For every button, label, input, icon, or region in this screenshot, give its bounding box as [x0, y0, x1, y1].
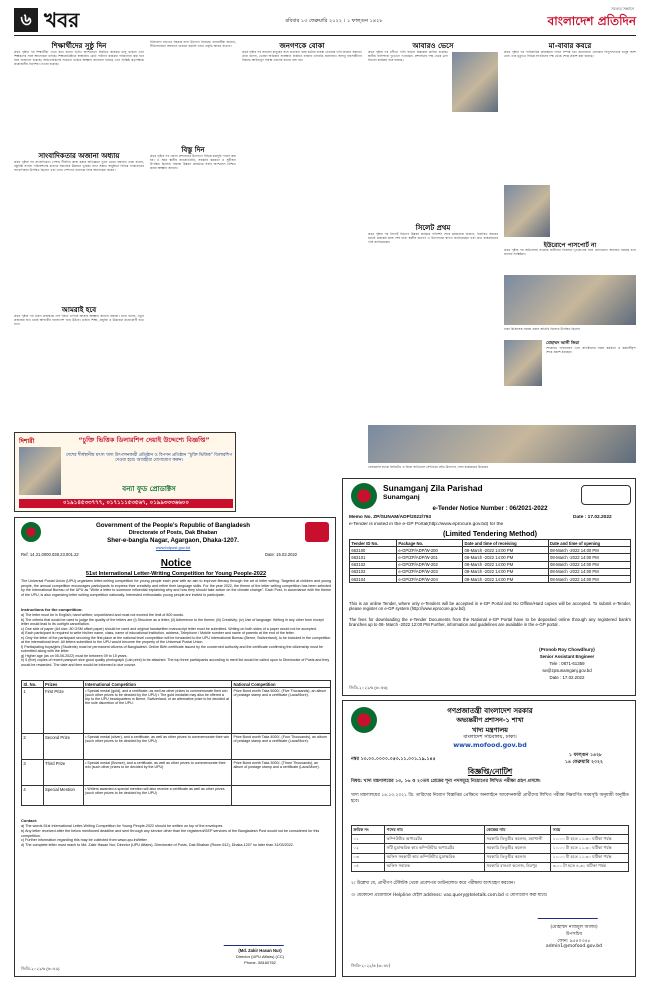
side-notice-body: শোকাহত পরিবারবর্গ এবং প্রতিষ্ঠানের সকল কর্মকর্তা ও কর্মচারীবৃন্দ শোক প্রকাশ করছেন।	[546, 346, 636, 355]
instruction-item: e) Only the letter of the participant securing the first place at the national level competition will be forwarded to the UPU International Bureau (Berne, Switzerland), to be included in the competition at the international level. All letters submitted to the UPU would become the property of the Universal Postal Union.	[21, 635, 331, 644]
tender-notice	[342, 478, 636, 696]
prize-cell: • Writers awarded a special mention will also receive a certificate as well as other prizes (such other prizes to be decided by the UPU)	[83, 786, 231, 806]
instruction-item: h) 5 (five) copies of recent passport size good quality photograph (Lab print) to be attached. The top three participants according to merit list would be called upon to Directorate of Posts and they would be rewarded. The date and time would be informed in due course.	[21, 658, 330, 667]
food-date-en: ১৪ ফেব্রুয়ারি ২০২২	[565, 760, 604, 765]
news-photo-2-caption: বেসরকারি ব্যাংক লিমিটেড ও হিরো সার্ভিসেস সেন্টারের যৌথ উদ্যোগে সেবা কার্যক্রমের উদ্বোধন	[368, 465, 489, 469]
food-ministry: খাদ্য মন্ত্রণালয়	[472, 726, 508, 734]
article-col2-top: বিনিয়োগ বাড়াতে সরকার নানা উদ্যোগ নিয়েছে। ব্যবসায়ীরা জানান, নীতিসহায়তা অব্যাহত থাকলে রপ্তানি খাতে প্রবৃদ্ধি আরও বাড়বে।	[150, 40, 236, 49]
food-cell: ০২	[352, 844, 385, 853]
food-cell: সাঁট মুদ্রাক্ষরিক কাম কম্পিউটার অপারেটর	[385, 844, 485, 853]
prize-cell: Prize Bond worth Taka 3000/- (Three Thousands), an album of postage stamp and a certificate (Laos/More).	[232, 760, 331, 786]
food-phone: ফোন: ৯৫৪০৩৫৮	[557, 939, 591, 944]
column-4	[368, 40, 498, 220]
food-addr: বাংলাদেশ সচিবালয়, ঢাকা।	[463, 734, 517, 740]
article-col5-body: প্রথম পৃষ্ঠার পর পারিবারিক কবরস্থানে দাফন সম্পন্ন হয়। জানাজায় এলাকার বিপুলসংখ্যক মানুষ অংশ নেন। তার মৃত্যুতে বিভিন্ন সংগঠনের পক্ষ থেকে শোক প্রকাশ করা হয়েছে।	[504, 50, 636, 59]
side-notice-name: মোহাম্মদ আলী জিয়া	[546, 340, 580, 345]
tender-cell: 08-March -2022 14:00 PM	[463, 561, 549, 568]
tender-cell: 663101	[350, 554, 397, 561]
food-cell: অফিস সহায়ক	[385, 862, 485, 871]
tender-cell: 663102	[350, 561, 397, 568]
ad-body: দেশের শীর্ষস্থানীয় মৎস্য খাদ্য উৎপাদনকারী প্রতিষ্ঠান ও বিপণন প্রতিষ্ঠান “চুক্তি ভিত্তিক” ডিলারশিপ দেওয়া হবে। আগ্রহীরা যোগাযোগ করুন।	[65, 453, 233, 464]
food-web[interactable]: www.mofood.gov.bd	[453, 741, 527, 749]
food-row	[352, 835, 629, 844]
tender-row	[350, 568, 631, 575]
food-signer: (মোহাম্মদ নাজমুল আলম)	[550, 925, 598, 930]
contact-item: c) Further information regarding this may be collected from www.upu.int/letter	[21, 838, 147, 843]
food-dept: অভ্যন্তরীণ প্রশাসন-১ শাখা	[456, 716, 524, 724]
post-addr: Sher-e-bangla Nagar, Agargaon, Dhaka-1207.	[107, 537, 239, 544]
article-col3-body: প্রথম পৃষ্ঠার পর সাধারণ মানুষের সঙ্গে প্রতারণা বন্ধে কঠোর ব্যবস্থা নেওয়ার দাবি জানান বক্তারা। তারা বলেন, ভোক্তা অধিকার সংরক্ষণে নিয়মিত বাজার তদারকি প্রয়োজন। অসাধু ব্যবসায়ীদের বিরুদ্ধে আইনানুগ ব্যবস্থা গ্রহণের কথাও বলা হয়।	[242, 50, 362, 63]
headline-col3: জনগণকে বোকা	[279, 42, 325, 50]
tender-org: Sunamganj Zila Parishad	[383, 483, 483, 493]
prize-cell: Prize Bond worth Taka 4000/- (Four Thousands), an album of postage stamp and a certificate (Laos/More).	[232, 734, 331, 760]
prize-cell: First Prize	[43, 688, 83, 734]
tender-table	[349, 539, 631, 583]
post-signer-title: Director (UPU Affairs) (CC)	[236, 954, 284, 959]
prize-table-wrap	[21, 680, 331, 806]
post-date: Date: 15.02.2022	[265, 552, 298, 557]
article-1-body: প্রথম পৃষ্ঠার পর শিক্ষার্থীরা এখন কথা বলেন তিনি। অংশগ্রহণে নিয়মিত কার্যক্রম চালু থাকবে এবং শিক্ষকদের সঙ্গে আলোচনা চলছে। শিক্ষাপ্রতিষ্ঠানে স্বাস্থ্যবিধি মেনে পাঠদান কার্যক্রম পরিচালনা করা হবে বলে জানানো হয়েছে। অভিভাবকদের সচেতন থাকার আহ্বান জানানো হয়েছে এবং সংশ্লিষ্ট কর্তৃপক্ষকে প্রয়োজনীয় নির্দেশনা দেওয়া হয়েছে।	[14, 50, 144, 67]
article-3-body: প্রথম পৃষ্ঠার পর তরুণ প্রজন্মকে দেশ গঠনে এগিয়ে আসার আহ্বান জানান বক্তারা। তারা বলেন, নতুন প্রজন্মের হাত ধরেই আগামীর বাংলাদেশ গড়ে উঠবে। এজন্য শিক্ষা, প্রযুক্তি ও উদ্ভাবনে মনোযোগী হতে হবে।	[14, 314, 144, 327]
header-rule	[14, 35, 636, 36]
food-cell: সরকারি বাঙলা কলেজ, মিরপুর	[484, 862, 550, 871]
tender-col: Tender ID No.	[350, 540, 397, 547]
prize-cell: 2	[22, 734, 44, 760]
article-sylhet-body: প্রথম পৃষ্ঠার পর সিলেট বিভাগে উন্নয়ন কার্যক্রম পরিদর্শন শেষে কর্মকর্তারা জানান, নির্ধারিত সময়ের মধ্যেই প্রকল্পের কাজ শেষ হবে। স্থানীয় জনগণ এ উদ্যোগকে স্বাগত জানিয়েছেন এবং দ্রুত বাস্তবায়নের দাবি জানিয়েছেন।	[368, 232, 498, 245]
prize-row	[22, 688, 331, 734]
prize-header-row	[22, 681, 331, 688]
prize-cell: Prize Bond worth Taka 5000/- (Five Thousands), an album of postage stamp and a certificate (Laos/More).	[232, 688, 331, 734]
food-header-row	[352, 826, 629, 835]
post-code: জিডি-২০২২/৬ (৬০৪৯)	[21, 966, 60, 971]
tender-cell: e-GP/ZP/ADP/W-203	[396, 568, 462, 575]
food-cell: সরকারি তিতুমীর কলেজ	[484, 853, 550, 862]
prize-cell: Second Prize	[43, 734, 83, 760]
tender-tel: Tele : 0871-61359	[549, 661, 585, 666]
instruction-item: d) Each participant is required to write his/her name, class, name of educational institution, address, Telephone / Mobile number and name of parents at the end of the letter.	[21, 631, 295, 635]
masthead: বাংলাদেশ প্রতিদিন	[547, 14, 636, 28]
article-col2-body: প্রথম পৃষ্ঠার পর জেলা প্রশাসনের উদ্যোগে বিভিন্ন কর্মসূচি পালন করা হয়। এ সময় স্থানীয় জনপ্রতিনিধি, সরকারি কর্মকর্তা ও সুধীজন উপস্থিত ছিলেন। বক্তারা উন্নয়ন কার্যক্রমে সবার অংশগ্রহণ নিশ্চিত করার আহ্বান জানান।	[150, 154, 236, 171]
food-col: পদের নাম	[385, 826, 485, 835]
prize-row	[22, 760, 331, 786]
prize-col-prizes: Prizes	[43, 681, 83, 688]
ad-top-label: দিশারী	[19, 438, 35, 445]
ad-headline: “চুক্তি ভিত্তিক ডিলারশিপ দেয়াই উদ্দেশ্যে বিজ্ঞপ্তি”	[78, 436, 210, 444]
page-header	[14, 6, 636, 36]
tender-header-row	[350, 540, 631, 547]
tender-table-wrap	[349, 539, 631, 583]
fish-feed-ad	[14, 432, 236, 512]
food-email: admin1@mofood.gov.bd	[545, 944, 603, 949]
instruction-item: f) Participating boys/girls (Students) must be permanent citizens of Bangladesh. Online Birth certificate issued by the concerned authority and the certificate confirming the citizenship must be submitted along with the letter.	[21, 644, 324, 653]
food-cell: ০৪	[352, 862, 385, 871]
post-intro: The Universal Postal Union (UPU) organizes letter-writing competition for young people each year with an aim to improve literacy through the art of letter writing. Targeted at children and young people, the annual competition encourages participants to express their creativity and refine their language skills. For the year 2022, the theme of the letter writing competition has been selected by the International Bureau of the UPU as "Write a letter to someone influential explaining why and how they should take action on the climate change". Each Post, in accordance with the theme of the UPU, is also organizing letter writing competition nationally. Interested enthusiastic young people are invited to participate.	[21, 579, 331, 597]
tender-p2: The fees for downloading the e-Tender Documents from the National e-GP Portal have to be deposited online through any registered bank's branches up to 08- March -2022 12:00 PM Further, information and guidelines are available in the e-GP portal .	[349, 617, 631, 628]
tender-code: জিডি-২০২২/৬ (৬০৫৬)	[349, 685, 388, 690]
tender-signer: (Pronob Roy Chowdhury)	[539, 647, 595, 652]
food-intro: খাদ্য মন্ত্রণালয়ের ১৪.১০.২০২১ খ্রি. তারিখের নিয়োগ বিজ্ঞপ্তির প্রেক্ষিতে অনলাইনে আবেদনকারী প্রার্থীদের লিখিত পরীক্ষা নিম্নবর্ণিত সময়সূচি অনুযায়ী অনুষ্ঠিত হবে।	[351, 793, 629, 804]
food-code: জিডি-২০২২/৬ (৬০৪৮)	[351, 963, 391, 968]
tender-cell: 663104	[350, 575, 397, 582]
headline-2: সাংবাদিকতার অজানা অধ্যায়	[38, 152, 120, 160]
post-contact-head: Contact:	[21, 818, 38, 823]
tender-row	[350, 575, 631, 582]
headline-col4: আবারও ভেসে	[412, 42, 454, 50]
tender-signer-title: Senior Assistant Engineer	[539, 654, 595, 659]
food-cell: ০১	[352, 835, 385, 844]
news-photo-2	[368, 425, 636, 463]
tender-cell: 663103	[350, 568, 397, 575]
food-ministry-notice	[342, 700, 636, 977]
tender-email: se@zpsunamganj.gov.bd	[542, 668, 592, 673]
tender-row	[350, 554, 631, 561]
tender-cell: e-GP/ZP/ADP/W-202	[396, 561, 462, 568]
photo-col4	[452, 52, 498, 112]
post-notice-title: Notice	[160, 558, 192, 569]
headline-sylhet: সিলেট প্রথম	[415, 224, 451, 232]
food-cell: সরকারি তিতুমীর কলেজ, মহাখালী	[484, 835, 550, 844]
food-col: কেন্দ্রের নাম	[484, 826, 550, 835]
prize-cell: • Special medal (gold), and a certificate, as well as other prizes to commemorate their win (such other prizes to be decided by the UPU) • The gold medalist may also be offered a trip to the UPU headquarters in Berne, Switzerland, or an alternative prize to be decided at the sole discretion of the UPU.	[83, 688, 231, 734]
tender-col: Date and time of receiving	[463, 540, 549, 547]
column-3	[242, 40, 362, 270]
tender-row	[350, 547, 631, 554]
post-ref: Ref: 14.31.0000.038.23.001.22	[21, 552, 79, 557]
headline-col5: মা-বাবার কবরে	[548, 42, 592, 50]
tender-col: Package No.	[396, 540, 462, 547]
headline-3: আমরাই হবে	[61, 306, 97, 314]
food-col: সময়	[551, 826, 629, 835]
instruction-item: b) The criteria that would be used to judge the quality of the letters are (i) Structure as a letter; (ii) Adherence to the theme; (iii) Creativity; (iv) Use of language. Writing in any other form except letter would lead to its outright cancellation.	[21, 617, 324, 626]
prize-cell: Third Prize	[43, 760, 83, 786]
instruction-item: c) One side of paper (A4 size, 80 GSM offset paper) should be used and original handwritten manuscript letter must be submitted. Writing on both sides of a paper would not be accepted.	[21, 626, 317, 631]
side-notice-photo	[504, 340, 542, 386]
prize-cell: Special Mention	[43, 786, 83, 806]
tender-cell: 08-March -2022 14:00 PM	[463, 568, 549, 575]
food-col: ক্রমিক নং	[352, 826, 385, 835]
food-gov: গণপ্রজাতন্ত্রী বাংলাদেশ সরকার	[447, 707, 533, 715]
post-instructions	[21, 613, 331, 667]
food-cell: ১০.০০ টা হতে ১১.৩০ ঘটিকা পর্যন্ত	[551, 853, 629, 862]
post-instr-head: Instructions for the competition:	[21, 607, 83, 612]
ad-brand: বন্যা ফুড প্রোডাক্টস	[122, 485, 176, 493]
food-cell: ১০.০০ টা হতে ১১.৩০ ঘটিকা পর্যন্ত	[551, 844, 629, 853]
food-cell: কম্পিউটার অপারেটর	[385, 835, 485, 844]
prize-col-sl: Sl. No.	[22, 681, 44, 688]
contact-item: d) The complete letter must reach to Md. Zakir Hasan Nur, Director (UPU Affairs), Directorate of Posts, Dak Bhaban (Room 612), Dhaka-1207 no later than 31/03/2022.	[21, 843, 294, 848]
tender-cell: e-GP/ZP/ADP/W-204	[396, 575, 462, 582]
post-signer-phone: Phone- 58160762	[244, 960, 276, 965]
instruction-item: g) Higher age (as on 05-06-2022) must be between 09 to 15 years.	[21, 653, 128, 658]
prize-col-intl: International Competition	[83, 681, 231, 688]
bd-emblem	[21, 522, 41, 542]
food-cell: সরকারি তিতুমীর কলেজ	[484, 844, 550, 853]
tender-cell: 08-March -2022 14:00 PM	[548, 575, 630, 582]
post-contacts	[21, 824, 331, 848]
post-gov: Government of the People's Republic of Bangladesh	[95, 522, 251, 529]
tender-p1: This is an online Tender, where only e-Tenders will be accepted in e-GP Portal and No Offline/Hard copies will be accepted. To submit e-Tender, please register on e-GP system (http://www.eprocure.gov.bd).	[349, 601, 631, 612]
post-dir: Directorate of Posts, Dak Bhaban	[128, 530, 218, 536]
post-office-notice	[14, 517, 336, 977]
food-cell: ৩.০০ টা হতে ৪.৩০ ঘটিকা পর্যন্ত	[551, 862, 629, 871]
prize-cell: 1	[22, 688, 44, 734]
food-cell: ০৩	[352, 853, 385, 862]
food-table-wrap	[351, 825, 629, 872]
tender-cell: 08-March -2022 14:00 PM	[548, 561, 630, 568]
prize-col-national: National Competition	[232, 681, 331, 688]
tender-cell: 08-March -2022 14:00 PM	[548, 568, 630, 575]
tender-cell: 08-March -2022 14:00 PM	[463, 554, 549, 561]
prize-cell	[232, 786, 331, 806]
prize-table	[21, 680, 331, 806]
sylhet-article	[368, 222, 498, 422]
date-line: রবিবার ১৩ ফেব্রুয়ারি ২০২২ । ১ ফাল্গুন ১৪২৮	[285, 18, 383, 24]
post-signer: (Md. Zakir Hasan Nur)	[238, 948, 282, 953]
article-col4-body: প্রথম পৃষ্ঠার পর নদীতে পানি বাড়ায় নিম্নাঞ্চল প্লাবিত হয়েছে। স্থানীয় বাসিন্দারা দুর্ভোগে পড়েছেন। প্রশাসনের পক্ষ থেকে ত্রাণ বিতরণ কার্যক্রম শুরু হয়েছে।	[368, 50, 448, 63]
post-web[interactable]: www.bdpost.gov.bd	[155, 545, 191, 550]
tender-cell: 08-March -2022 14:00 PM	[463, 547, 549, 554]
food-cell: ১০.০০ টা হতে ১১.৩০ ঘটিকা পর্যন্ত	[551, 835, 629, 844]
news-photo-1-caption: ঢাকা চিকিৎসক সমাজ প্রধান অতিথি হিসেবে উপস্থিত ছিলেন	[504, 327, 580, 331]
headline-col5-2: ইউরোপে পাসপোর্ট না	[543, 242, 597, 249]
tender-intro: e-Tender is invited in the e-GP Portal(http://www.eprocure.gov.bd) for the	[349, 522, 504, 527]
headline-1: শিক্ষার্থীদের সুষ্ঠু দিন	[51, 42, 107, 50]
tender-memo: Memo No. ZP/SUNAM/ADP/2022/793	[349, 515, 432, 520]
headline-col2: বিস্তু দিন	[181, 146, 205, 154]
instruction-item: a) The letter must be in English; hand written; unpublished and must not exceed the limit of 800 words.	[21, 613, 184, 617]
food-p1: ২। উল্লেখ্য যে, প্রার্থীগণ টেলিটক থেকে প্রবেশপত্র ডাউনলোড করে পরীক্ষায় অংশগ্রহণ করবেন।	[351, 881, 515, 886]
masthead-top: সত্যের সন্ধানে	[611, 6, 634, 11]
tender-cell: 08-March -2022 14:00 PM	[548, 554, 630, 561]
column-5	[504, 40, 636, 270]
post-signature-mark	[224, 938, 287, 946]
tender-sign-date: Date : 17.02.2022	[549, 675, 585, 680]
food-row	[352, 844, 629, 853]
news-photo-1	[504, 275, 636, 325]
tender-badge	[581, 485, 631, 505]
prize-cell: • Special medal (Bronze), and a certificate, as well as other prizes to commemorate their win (such other prizes to be decided by the UPU)	[83, 760, 231, 786]
article-2-body: প্রথম পৃষ্ঠার পর সাংবাদিকতা পেশায় দীর্ঘদিন কাজ করার অভিজ্ঞতা তুলে ধরেন বক্তারা। তারা বলেন, বস্তুনিষ্ঠ সংবাদ পরিবেশনের মাধ্যমে সমাজের উন্নয়নে ভূমিকা রাখা সম্ভব। অনুষ্ঠানে বিভিন্ন গণমাধ্যমের সাংবাদিকরা উপস্থিত ছিলেন এবং তারা পেশাগত চ্যালেঞ্জ নিয়ে আলোচনা করেন।	[14, 160, 144, 173]
page-number: ৬	[20, 10, 32, 30]
post-subtitle: 51st International Letter-Writing Competition for Young People-2022	[85, 571, 267, 577]
ad-photo	[19, 447, 61, 495]
tender-cell: e-GP/ZP/ADP/W-200	[396, 547, 462, 554]
food-subject: বিষয়: খাদ্য মন্ত্রণালয়ের ১৩, ১৬ ও ২০তম গ্রেডের শূন্য পদসমূহে নিয়োগের লিখিত পরীক্ষা গ্রহণ প্রসঙ্গে।	[351, 779, 541, 784]
tender-method: (Limited Tendering Method)	[442, 529, 538, 538]
prize-row	[22, 734, 331, 760]
ad-phone: ০১৯১৪৫৩৩৭৭৭, ০১৭১১১৫৩৫৬৭, ০১৯৯৩৩৩৬৬০০	[19, 499, 233, 508]
tender-row	[350, 561, 631, 568]
prize-cell: 4	[22, 786, 44, 806]
prize-cell: • Special medal (silver), and a certificate, as well as other prizes to commemorate their win (such other prizes to be decided by the UPU)	[83, 734, 231, 760]
food-memo: নম্বর ১৩.০০.০০০০.০৫৩.১১.০০১.১৯.১৪৫	[351, 757, 436, 762]
prize-cell: 3	[22, 760, 44, 786]
food-row	[352, 862, 629, 871]
tender-title: e-Tender Notice Number : 06/2021-2022	[432, 505, 548, 512]
contact-item: a) The words 51st International Letter-Writing Competition for Young People-2022 should be written on top of the envelopes.	[21, 824, 224, 828]
food-title: বিজ্ঞপ্তি/নোটিশ	[467, 767, 513, 776]
side-notice	[504, 340, 636, 420]
post-logo	[305, 522, 329, 542]
tender-cell: 663100	[350, 547, 397, 554]
tender-sub: Sunamganj	[383, 494, 420, 501]
food-date-bn: ১ ফাল্গুন ১৪২৮	[569, 753, 603, 758]
tender-cell: 08-March -2022 14:00 PM	[463, 575, 549, 582]
food-row	[352, 853, 629, 862]
tender-date: Date : 17.02.2022	[573, 515, 612, 520]
food-exam-table	[351, 825, 629, 872]
prize-row	[22, 786, 331, 806]
contact-item: b) Any letter received after the below mentioned deadline and sent through any service other than the registered/GEP services of the Bangladesh Post would not be considered for this competition.	[21, 828, 320, 838]
photo-col5	[504, 185, 550, 237]
food-signature-mark	[538, 911, 601, 919]
article-col5-body-2: প্রথম পৃষ্ঠার পর অভিবাসন সংক্রান্ত জটিলতা নিরসনে দূতাবাসের সঙ্গে যোগাযোগ অব্যাহত রয়েছে বলে জানান সংশ্লিষ্টরা।	[504, 248, 636, 257]
tender-cell: 08-March -2022 14:00 PM	[548, 547, 630, 554]
tender-col: Date and time of opening	[548, 540, 630, 547]
section-name: খবর	[44, 8, 80, 32]
food-cell: অফিস সহকারী কাম কম্পিউটার মুদ্রাক্ষরিক	[385, 853, 485, 862]
food-p2: ৩। যেকোনো প্রয়োজনে Helpline মেইল address: vas.query@teletalk.com.bd এ যোগাযোগ করা যাবে।	[351, 893, 548, 898]
food-signer-title: উপসচিব	[565, 932, 583, 937]
tender-cell: e-GP/ZP/ADP/W-201	[396, 554, 462, 561]
food-emblem	[351, 707, 377, 733]
